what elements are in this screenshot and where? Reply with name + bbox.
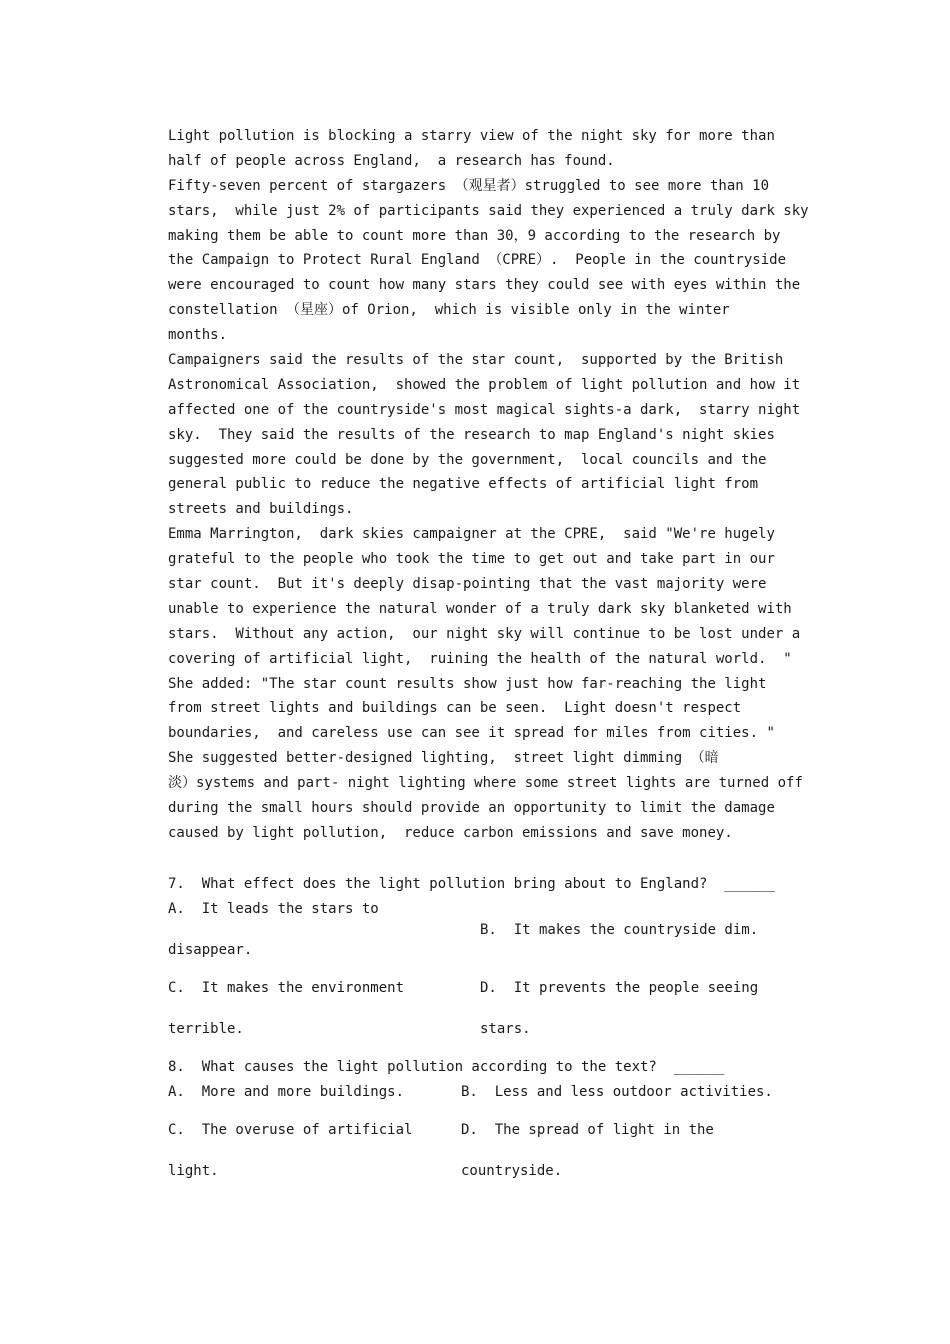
passage-line: stars, while just 2% of participants said they experienced a truly dark sky — [168, 202, 809, 219]
passage-line: streets and buildings. — [168, 501, 354, 518]
passage-line: were encouraged to count how many stars they could see with eyes within the — [168, 277, 801, 294]
passage-line: the Campaign to Protect Rural England （CPRE）. People in the countryside — [168, 252, 787, 269]
option-d-continued: stars. — [480, 1021, 531, 1037]
passage-line: half of people across England, a research has found. — [168, 152, 615, 169]
passage — [168, 124, 818, 846]
passage-line: 淡）systems and part- night lighting where some street lights are turned off — [168, 775, 803, 792]
passage-line: Astronomical Association, showed the problem of light pollution and how it — [168, 376, 801, 393]
passage-line: Fifty-seven percent of stargazers （观星者）struggled to see more than 10 — [168, 177, 770, 194]
option-b: B. Less and less outdoor activities. — [461, 1084, 773, 1100]
option-c-continued: light. — [168, 1163, 219, 1179]
passage-line: general public to reduce the negative effects of artificial light from — [168, 476, 759, 493]
passage-line: from street lights and buildings can be seen. Light doesn't respect — [168, 700, 742, 717]
passage-line: stars. Without any action, our night sky will continue to be lost under a — [168, 625, 801, 642]
option-d: D. It prevents the people seeing — [480, 980, 759, 996]
passage-line: covering of artificial light, ruining the health of the natural world. " — [168, 650, 792, 667]
passage-line: She added: "The star count results show just how far-reaching the light — [168, 675, 767, 692]
passage-line: Light pollution is blocking a starry view of the night sky for more than — [168, 128, 775, 144]
passage-line: She suggested better-designed lighting, street light dimming （暗 — [168, 750, 719, 767]
option-c-continued: terrible. — [168, 1021, 244, 1037]
passage-line: grateful to the people who took the time to get out and take part in our — [168, 551, 775, 568]
passage-line: suggested more could be done by the government, local councils and the — [168, 451, 767, 468]
passage-line: star count. But it's deeply disap-pointing that the vast majority were — [168, 576, 767, 593]
option-c: C. The overuse of artificial — [168, 1122, 413, 1138]
passage-line: unable to experience the natural wonder of a truly dark sky blanketed with — [168, 600, 792, 617]
passage-line: boundaries, and careless use can see it spread for miles from cities. " — [168, 725, 775, 742]
option-d: D. The spread of light in the — [461, 1122, 714, 1138]
passage-line: constellation （星座）of Orion, which is visible only in the winter — [168, 302, 730, 319]
passage-line: Campaigners said the results of the star count, supported by the British — [168, 352, 784, 369]
option-a: A. More and more buildings. — [168, 1084, 405, 1100]
passage-line: affected one of the countryside's most magical sights-a dark, starry night — [168, 401, 801, 418]
option-d-continued: countryside. — [461, 1163, 563, 1179]
passage-line: sky. They said the results of the research to map England's night skies — [168, 426, 775, 443]
option-b: B. It makes the countryside dim. — [480, 922, 759, 938]
passage-line: making them be able to count more than 30，9 according to the research by — [168, 227, 781, 244]
option-a: A. It leads the stars to — [168, 901, 379, 917]
question-stem: 7. What effect does the light pollution bring about to England? ______ — [168, 876, 775, 892]
passage-line: months. — [168, 327, 228, 344]
passage-line: caused by light pollution, reduce carbon emissions and save money. — [168, 824, 733, 841]
question-stem: 8. What causes the light pollution according to the text? ______ — [168, 1059, 725, 1075]
option-a-continued: disappear. — [168, 942, 253, 958]
passage-line: during the small hours should provide an opportunity to limit the damage — [168, 800, 775, 817]
option-c: C. It makes the environment — [168, 980, 405, 996]
passage-line: Emma Marrington, dark skies campaigner at the CPRE, said "We're hugely — [168, 526, 775, 543]
